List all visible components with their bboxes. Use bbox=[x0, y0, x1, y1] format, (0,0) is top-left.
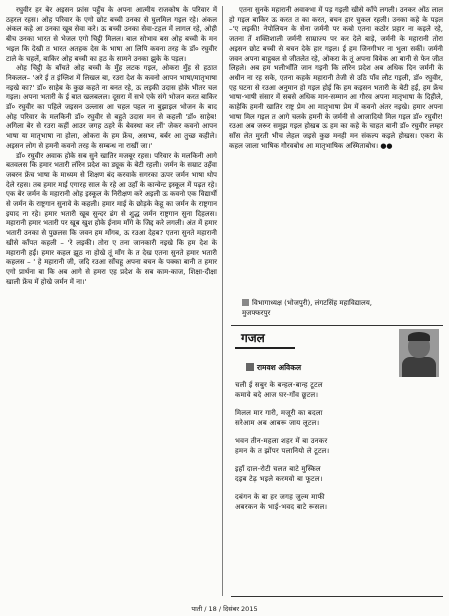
poem-line: इहाँ दाल-रोटी चलत बाटे मुस्किल bbox=[235, 465, 321, 474]
poem-line: हमन के त झोंपर पलानियो ले टूटल। bbox=[235, 446, 330, 455]
section-divider bbox=[231, 325, 443, 326]
left-column bbox=[6, 6, 217, 287]
square-bullet-icon bbox=[242, 299, 249, 306]
footer-divider bbox=[231, 596, 443, 597]
poem-line: दबंगन के बा हर जगह जुल्म माफी bbox=[235, 493, 325, 502]
poem-line: सरेआम अब आबरू जाय लूटल। bbox=[235, 418, 320, 427]
paragraph: रघुवीर हर बेर अइसन फ्रांस पहुँच के अपना आत्मीय राजकोष के परिवार में ठहरल रहस। ओह परिवार के एगो छोट बच्ची उनका से घुलमिल गइल रहे। अंकल अंकल कहे आ उनका खूब सेवा करे। ऊ बच्ची उनका सेवा-टहल में लागल रहे, ओही बीच उनका भारत से भेजल एगो चिट्ठी मिलल। बाल सोभाव बस ओह बच्ची के मन भइल कि देखी त भारत अतहक देस के भाषा आ लिपि कवना तरह के डॉ० रघुवीर टाले के चहलें, बाकिर ओह बच्ची का हठ के सामने उनका झुके के पड़ल। bbox=[6, 6, 217, 63]
poem-line: चली ई सबुर के बन्हल-बान्ह टूटल bbox=[235, 381, 323, 389]
stanza bbox=[235, 493, 435, 513]
poem-line: मिलल मार गारी, मजूरी का बदला bbox=[235, 409, 323, 418]
column-divider bbox=[222, 6, 223, 596]
poet-photo bbox=[399, 329, 439, 377]
stanza bbox=[235, 437, 435, 457]
poem-line: भवन तीन-महला शहर में बा उनकर bbox=[235, 437, 328, 446]
square-bullet-icon bbox=[246, 363, 254, 371]
paragraph: ओह चिट्ठी के बाँचते ओह बच्ची के मुँह लटक गइल, ओकरा मुँह से हठात निकलल– 'अरे ई त इंग्लिश में लिखल बा, रउरा देश के कवनो आपन भाषा/मातृभाषा नइखे का?' डॉ० साहेब के कुछ कहते ना बनत रहे, ऊ लइकी उदास होके भीतर चल गइल। अपना भतारी के ई बात खलबलल। दूसरा में सभे एके संगे भोजन करत बाकिर डॉ० रघुवीर का पहिले जइसन उल्लास आ चहल पहल ना बुझाइल भोजन के बाद ओह परिवार के मलकिनी डॉ० रघुवीर से बहुते उदास मन से कहली 'डॉ० साहेब! अगिला बेर से रउरा कहीं आउर जगह ठहरे के बेवस्था कर लीं' जेकर कवनो आपन भाषा या मातृभाषा ना होला, ओकरा के हम फ्रेंच, असभ्य, बर्बर आ तुच्छ कहीले। अइसन लोग से हमनी कवनो तरह के सम्बन्ध ना राखीं जा।' bbox=[6, 64, 217, 150]
poem-line: दइब टेढ़ भइले करमवो बा फूटल। bbox=[235, 475, 323, 484]
poem-line: कमावे बदे आज घर-गाँव छूटल। bbox=[235, 390, 319, 399]
page-footer: पाती / 18 / दिसंबर 2015 bbox=[191, 605, 258, 613]
poem-line: अबरकन के भाई-भवद बाटे रूसल। bbox=[235, 503, 328, 512]
poet-name: रामवश अविकल bbox=[246, 363, 301, 373]
paragraph: एतना सुनके महारानी अवाक्भा में पड़ गइली खीसे काँपे लगली। उनकर ओंठ लाल हो गइल बाकिर ऊ करत त का करत, बचन हार चुकल रहली। उनका कहे के पड़ल –'ए लइकी! नेपोलियन के सेना जर्मनी पर कबो एतना कठोर प्रहार ना कइले रहे, जतना तें शक्तिशाली जर्मनी साम्राज्य पर कर देले बाड़े, जर्मनी के महारानी तोरा अइसन छोट बच्ची से बचन देके हार गइल। ई हम जिनगीभर ना भुला सकीं। जर्मनी जवन अपना बाहुबल से जीतलेत रहे, ओकरा के तूं अपना विवेक आ बानी से फेन जीत लिहले। अब हम भलीभाँति जान गइनी कि लॉरेन प्रदेश अब अधिक दिन जर्मनी के अधीन ना रह सके, एतना कहके महारानी तेजी से उठि पाँव लौट गइली, डॉ० रघुवीर, एह घटना से रउआ अनुमान हो गइल होई कि हम कइसन भतारी के बेटी हईं, हम फ्रेंच भाषा-भाषी संसार में सबसे अधिक मान-सम्मान आ गौरव अपना मातृभाषा के दिहीले, काहेकि हमनी खातिर राष्ट्र प्रेम आ मातृभाषा प्रेम में कवनो अंतर नइखे। हमार अपना भाषा मिल गइल त आगे चलके हमनी के जर्मनी से आजादियो मिल गइल डॉ० रघुवीर! रउआ अब जरूर समुझ गइल होखब ऊ हम का कहे के चाहत बानी डॉ० रघुवीर लम्हर साँस लेत मुरती भीच लेहल जइसे कुछ मनही मन संकल्प कइले होखस। एकरा के कहल जाला भाषिक गौरवबोध आ मातृभाषिक अस्मिताबोध। ●● bbox=[229, 6, 443, 150]
author-location: मुजफ्फरपुर bbox=[242, 308, 271, 317]
stanza bbox=[235, 381, 435, 401]
stanza bbox=[235, 465, 435, 485]
paragraph: डॉ० रघुवीर अवाक होके सब सुने खातिर मजबूर रहस। परिवार के मलकिनी आगे बतवलस कि हमार भतारी लॉरेन प्रदेश का ड्यूक के बेटी रहली। जर्मन के सम्राट उहँवा जबरन फ्रेंच भाषा के माध्यम से शिक्षण बंद करवाके सगरका ऊपर जर्मन भाषा थोप देले रहस। तब हमार माई एगारह साल के रहे आ उहाँ के कान्वेन्ट इस्कूल में पढ़त रहे। एक बेर जर्मन के महारानी ओह इस्कूल के निरीक्षण करे अइली ऊ कवनो एक विद्यार्थी से जर्मन के राष्ट्रगान सुनावे के कहली। हमार माई के छोड़के केहू का जर्मन के राष्ट्रगान इयाद ना रहे। हमार भतारी खूब सुन्दर ढंग से शुद्ध जर्मन राष्ट्रगान सुना दिहलस। महारानी हमार भतारी पर खूब खुश होके ईनाम माँगे के जिद्द करे लगली। अंत में हमार भतारी उनका से पुछलस कि जवन हम माँगब, ऊ रउआ देहब? एतना सुनते महारानी खीसे काँपत कहली – 'रे लइकी। तोरा ए तना जानकारी नइखे कि हम देश के महारानी हईं। हमार कहल झूठ ना होखे तूं माँग के त देख एतना सुनते हमार भतारी कहलस – ' हे महारानी जी, जदि रउआ साँचहू अपना बचन के पक्का बानी त हमार एगो प्रार्थना बा कि अब आगे से हमरा एह प्रदेश के सब काम-काज, शिक्षा-दीक्षा खाली फ्रेंच में होखे जर्मन में ना।' bbox=[6, 151, 217, 286]
section-title: गजल bbox=[241, 331, 265, 345]
stanza bbox=[235, 409, 435, 429]
title-underline bbox=[235, 347, 295, 349]
poem bbox=[235, 381, 435, 521]
author-note bbox=[242, 299, 442, 318]
author-affiliation: विभागाध्यक्ष (भोजपुरी), लंगटसिंह महाविद्यालय, bbox=[252, 299, 372, 307]
right-column bbox=[229, 6, 443, 152]
